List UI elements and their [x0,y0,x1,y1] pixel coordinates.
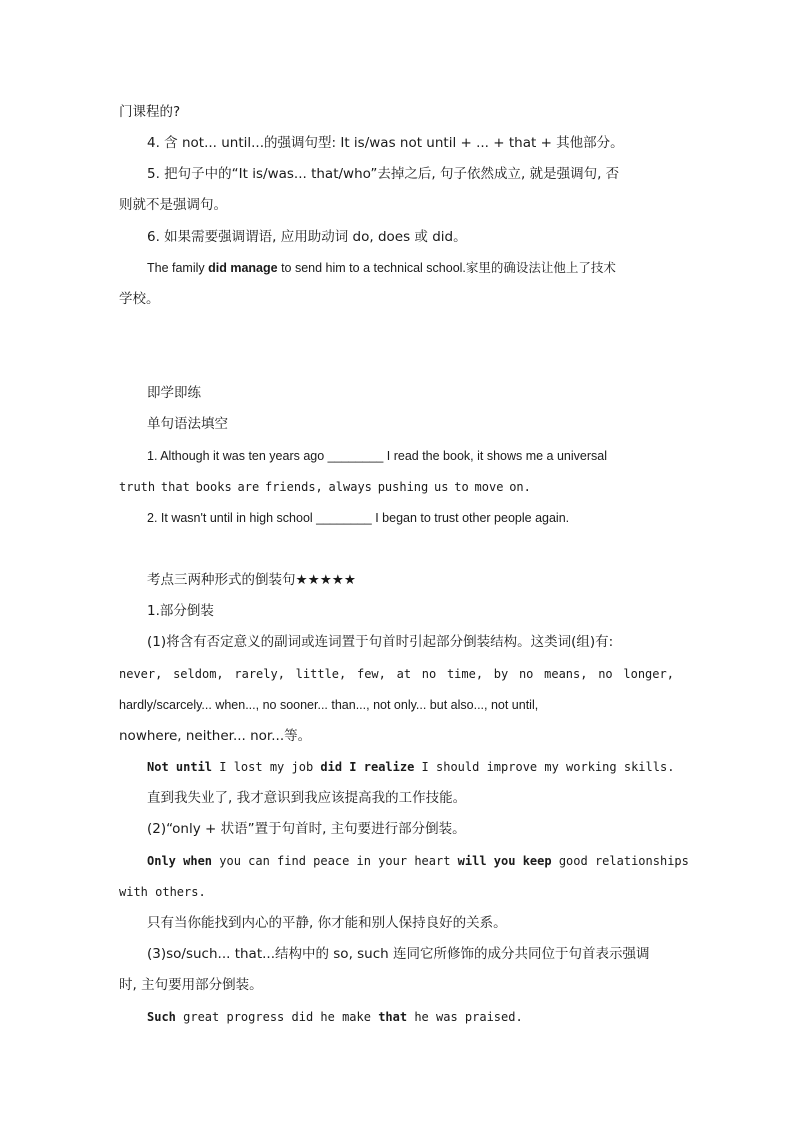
example-2-translation: 只有当你能找到内心的平静, 你才能和别人保持良好的关系。 [147,915,507,931]
rule-1-cont: hardly/scarcely... when..., no sooner... than..., not only... but also..., not until, [119,698,539,712]
word: longer, [623,667,674,681]
example-text: I should improve my working skills. [414,760,675,774]
example-text: great progress did he make [175,1010,379,1024]
word: no [518,667,534,681]
rule-item-5: 5. 把句子中的“It is/was... that/who”去掉之后, 句子依然成立, 就是强调句, 否 [147,166,620,182]
rule-1-end: nowhere, neither... nor...等。 [119,728,312,744]
word: truth [119,480,156,494]
text-line: 门课程的? [119,104,181,120]
word: rarely, [234,667,285,681]
example-bold: Not until [147,760,213,774]
word: at [396,667,412,681]
example-text: I lost my job [212,760,321,774]
word: pushing [377,480,429,494]
word: move [474,480,504,494]
word: few, [356,667,386,681]
word: seldom, [173,667,224,681]
word: time, [446,667,484,681]
example-text: good relationships [551,854,689,868]
example-bold: did manage [208,261,278,275]
example-bold: that [378,1010,408,1024]
word: on. [509,480,531,494]
example-1 [147,758,674,776]
example-text: he was praised. [407,1010,523,1024]
practice-subheading: 单句语法填空 [147,416,228,432]
example-sentence [147,259,616,277]
rule-1-words [119,665,674,683]
question-2: 2. It wasn't until in high school ________ I began to trust other people again. [147,511,570,525]
rule-3-cont: 时, 主句要用部分倒装。 [119,977,263,993]
word: books [195,480,232,494]
word: no [598,667,613,681]
rule-item-4: 4. 含 not... until...的强调句型: It is/was not until + ... + that + 其他部分。 [147,135,624,151]
example-bold: Only when [147,854,213,868]
rule-1: (1)将含有否定意义的副词或连词置于句首时引起部分倒装结构。这类词(组)有: [147,634,614,650]
word: friends, [264,480,323,494]
word: means, [544,667,588,681]
rule-3: (3)so/such... that...结构中的 so, such 连同它所修饰的成分共同位于句首表示强调 [147,946,650,962]
example-text: to send him to a technical school.家里的确设法让他上了技术 [277,261,616,275]
word: us [434,480,449,494]
rule-item-6: 6. 如果需要强调谓语, 应用助动词 do, does 或 did。 [147,229,467,245]
example-text: The family [147,261,209,275]
example-bold: did I realize [320,760,415,774]
word: always [328,480,372,494]
example-bold: Such [147,1010,176,1024]
word: no [421,667,437,681]
question-1: 1. Although it was ten years ago ________ I read the book, it shows me a universal [147,449,608,463]
practice-heading: 即学即练 [147,385,201,401]
word: are [237,480,260,494]
example-bold: will you keep [457,854,552,868]
word: little, [295,667,347,681]
word: by [493,667,509,681]
example-cont: 学校。 [119,291,160,307]
point3-heading: 考点三两种形式的倒装句★★★★★ [147,572,357,588]
example-2 [147,852,689,870]
rule-item-5-cont: 则就不是强调句。 [119,197,227,213]
rule-2: (2)“only + 状语”置于句首时, 主句要进行部分倒装。 [147,821,466,837]
word: that [160,480,190,494]
point3-sub1: 1.部分倒装 [147,603,214,619]
example-3 [147,1008,523,1026]
word: to [454,480,469,494]
question-1-cont [119,478,531,496]
example-1-translation: 直到我失业了, 我才意识到我应该提高我的工作技能。 [147,790,467,806]
example-2-cont: with others. [119,885,206,899]
word: never, [119,667,163,681]
example-text: you can find peace in your heart [212,854,458,868]
